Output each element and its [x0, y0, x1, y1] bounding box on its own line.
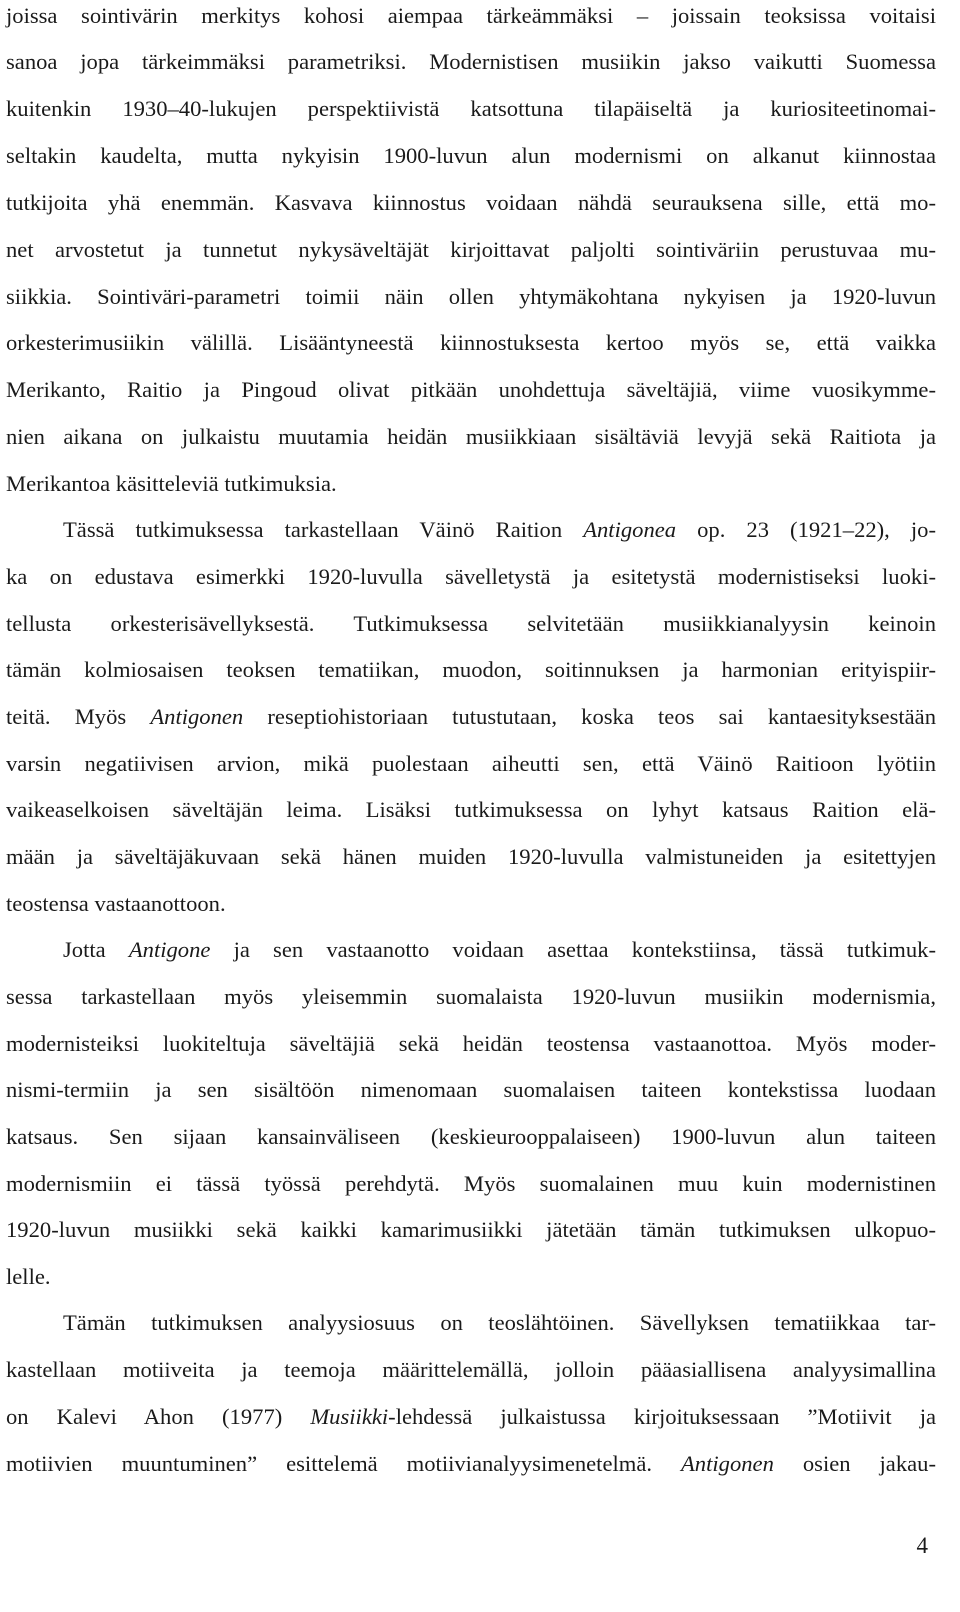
text-segment: ja sen vastaanotto voidaan asettaa kontekstiinsa, tässä tutkimuk- — [210, 937, 936, 962]
text-line — [6, 0, 936, 32]
text-segment: motiivien muuntuminen” esittelemä motiivianalyysimenetelmä. — [6, 1451, 681, 1476]
text-line — [63, 934, 936, 966]
text-line — [6, 1448, 936, 1480]
italic-title: Antigonea — [583, 517, 677, 542]
text-segment: joissa sointivärin merkitys kohosi aiempaa tärkeämmäksi – joissain teoksissa voitaisi — [6, 3, 936, 28]
text-line — [6, 748, 936, 780]
text-segment: Jotta — [63, 937, 129, 962]
italic-title: Antigone — [128, 937, 211, 962]
text-segment: nien aikana on julkaistu muutamia heidän musiikkiaan sisältäviä levyjä sekä Raitiota ja — [6, 424, 936, 449]
text-segment: kastellaan motiiveita ja teemoja määrittelemällä, jolloin pääasiallisena analyysimallina — [6, 1357, 936, 1382]
text-segment: net arvostetut ja tunnetut nykysäveltäjät kirjoittavat paljolti sointiväriin perustuvaa mu- — [6, 237, 936, 262]
text-line — [6, 421, 936, 453]
text-line — [6, 608, 936, 640]
text-line — [63, 1307, 936, 1339]
text-segment: tellusta orkesterisävellyksestä. Tutkimuksessa selvitetään musiikkianalyysin keinoin — [6, 611, 936, 636]
text-segment: Merikanto, Raitio ja Pingoud olivat pitkään unohdettuja säveltäjiä, viime vuosikymme- — [6, 377, 936, 402]
italic-title: Antigonen — [150, 704, 244, 729]
text-line — [6, 1074, 936, 1106]
text-line — [6, 654, 936, 686]
text-segment: on Kalevi Ahon (1977) — [6, 1404, 311, 1429]
text-segment: lelle. — [6, 1264, 51, 1289]
text-line — [6, 561, 936, 593]
text-line — [6, 46, 936, 78]
text-segment: siikkia. Sointiväri-parametri toimii näin ollen yhtymäkohtana nykyisen ja 1920-luvun — [6, 284, 936, 309]
text-line — [6, 841, 936, 873]
text-segment: sessa tarkastellaan myös yleisemmin suomalaista 1920-luvun musiikin modernismia, — [6, 984, 936, 1009]
italic-title: Antigonen — [681, 1451, 774, 1476]
text-line — [6, 1261, 936, 1293]
text-line — [6, 1121, 936, 1153]
text-segment: modernismiin ei tässä työssä perehdytä. Myös suomalainen muu kuin modernistinen — [6, 1171, 936, 1196]
text-line — [6, 701, 936, 733]
text-segment: orkesterimusiikin välillä. Lisääntyneestä kiinnostuksesta kertoo myös se, että vaikka — [6, 330, 936, 355]
text-segment: ka on edustava esimerkki 1920-luvulla sävelletystä ja esitetystä modernistiseksi luoki- — [6, 564, 936, 589]
text-segment: vaikeaselkoisen säveltäjän leima. Lisäksi tutkimuksessa on lyhyt katsaus Raition elä- — [6, 797, 936, 822]
text-segment: sanoa jopa tärkeimmäksi parametriksi. Modernistisen musiikin jakso vaikutti Suomessa — [6, 49, 936, 74]
text-segment: tämän kolmiosaisen teoksen tematiikan, muodon, soitinnuksen ja harmonian erityispiir- — [6, 657, 936, 682]
text-line — [6, 1214, 936, 1246]
text-segment: teostensa vastaanottoon. — [6, 891, 226, 916]
text-line — [6, 1168, 936, 1200]
text-segment: Merikantoa käsitteleviä tutkimuksia. — [6, 471, 337, 496]
text-segment: modernisteiksi luokiteltuja säveltäjiä sekä heidän teostensa vastaanottoa. Myös moder- — [6, 1031, 936, 1056]
text-line — [6, 374, 936, 406]
text-segment: -lehdessä julkaistussa kirjoituksessaan ”Motiivit ja — [388, 1404, 936, 1429]
text-line — [6, 1354, 936, 1386]
text-line — [63, 514, 936, 546]
italic-title: Musiikki — [310, 1404, 389, 1429]
text-segment: mään ja säveltäjäkuvaan sekä hänen muiden 1920-luvulla valmistuneiden ja esitettyjen — [6, 844, 936, 869]
text-line — [6, 187, 936, 219]
text-line — [6, 1028, 936, 1060]
text-segment: op. 23 (1921–22), jo- — [676, 517, 936, 542]
text-segment: Tässä tutkimuksessa tarkastellaan Väinö Raition — [63, 517, 584, 542]
text-segment: Tämän tutkimuksen analyysiosuus on teoslähtöinen. Sävellyksen tematiikkaa tar- — [63, 1310, 936, 1335]
text-line — [6, 327, 936, 359]
text-line — [6, 140, 936, 172]
text-line — [6, 981, 936, 1013]
text-segment: tutkijoita yhä enemmän. Kasvava kiinnostus voidaan nähdä seurauksena sille, että mo- — [6, 190, 936, 215]
text-segment: katsaus. Sen sijaan kansainväliseen (keskieurooppalaiseen) 1900-luvun alun taiteen — [6, 1124, 936, 1149]
text-line — [6, 234, 936, 266]
text-segment: 1920-luvun musiikki sekä kaikki kamarimusiikki jätetään tämän tutkimuksen ulkopuo- — [6, 1217, 936, 1242]
text-segment: osien jakau- — [773, 1451, 936, 1476]
text-line — [6, 468, 936, 500]
text-segment: reseptiohistoriaan tutustutaan, koska teos sai kantaesityksestään — [243, 704, 936, 729]
text-segment: nismi-termiin ja sen sisältöön nimenomaan suomalaisen taiteen kontekstissa luodaan — [6, 1077, 936, 1102]
text-line — [6, 93, 936, 125]
text-segment: teitä. Myös — [6, 704, 151, 729]
page-number: 4 — [916, 1533, 928, 1558]
text-line — [6, 1401, 936, 1433]
text-line — [6, 794, 936, 826]
text-line — [6, 281, 936, 313]
text-segment: seltakin kaudelta, mutta nykyisin 1900-luvun alun modernismi on alkanut kiinnostaa — [6, 143, 936, 168]
text-segment: varsin negatiivisen arvion, mikä puolestaan aiheutti sen, että Väinö Raitioon lyötiin — [6, 751, 936, 776]
text-segment: kuitenkin 1930–40-lukujen perspektiivistä katsottuna tilapäiseltä ja kuriositeetinomai- — [6, 96, 936, 121]
text-line — [6, 888, 936, 920]
